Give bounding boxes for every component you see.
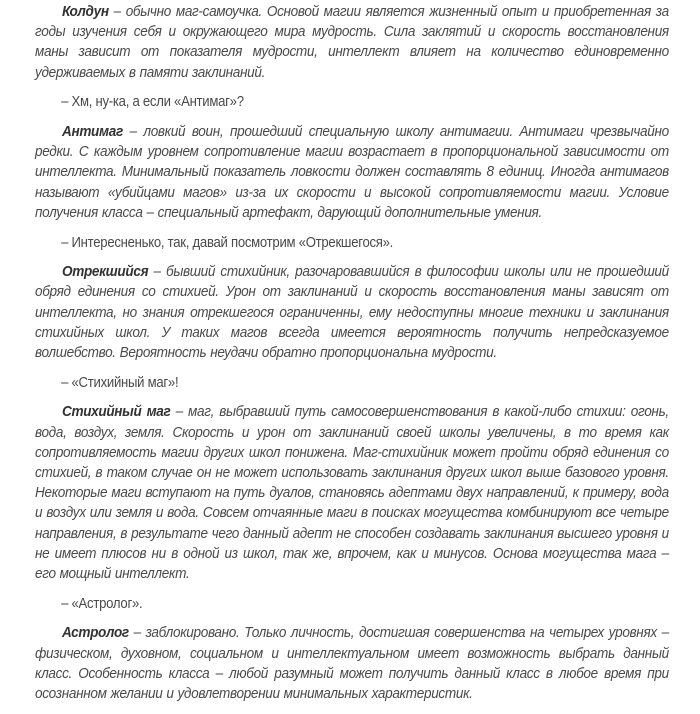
dialog-line: – «Астролог». — [61, 595, 143, 612]
class-description-text: – маг, выбравший путь самосовершенствования в какой-либо стихии: огонь, вода, воздух, земля. Скорость и урон от заклинаний своей школы увеличены, в то время как сопротивляемость магии других школ понижена. Маг-стихийник может пройти обряд единения со стихией, в таком случае он не может использовать заклинания других школ выше базового уровня. Некоторые маги вступают на путь дуалов, становясь адептами двух направлений, к примеру, вода и воздух или земля и вода. Совсем отчаянные маги в поисках могущества комбинируют все четыре направления, в результате чего данный адепт не способен создавать заклинания высшего уровня и не имеет плюсов ни в одной из школ, так же, впрочем, как и минусов. Основа могущества мага – его мощный интеллект. — [35, 404, 669, 583]
class-description-stikhiyny-mag — [35, 402, 669, 584]
class-term: Стихийный маг — [61, 404, 171, 421]
class-description-otrekshiysya — [35, 262, 669, 363]
class-description-antimag — [35, 122, 669, 223]
class-description-text: – обычно маг-самоучка. Основой магии является жизненный опыт и приобретенная за годы изучения себя и окружающего мира мудрость. Сила заклятий и скорость восстановления маны зависит от показателя мудрости, интеллект влияет на количество единовременно удерживаемых в памяти заклинаний. — [35, 4, 669, 81]
class-description-text: – ловкий воин, прошедший специальную школу антимагии. Антимаги чрезвычайно редки. С каждым уровнем сопротивление магии возрастает в пропорциональной зависимости от интеллекта. Минимальный показатель ловкости должен составлять 8 единиц. Иногда антимагов называют «убийцами магов» из-за их скорости и высокой сопротивляемости магии. Условие получения класса – специальный артефакт, дарующий дополнительные умения. — [35, 124, 669, 221]
class-term: Антимаг — [61, 124, 123, 141]
class-description-text: – заблокировано. Только личность, достигшая совершенства на четырех уровнях – физическом, духовном, социальном и интеллектуальном имеет возможность выбрать данный класс. Особенность класса – любой разумный может получить данный класс в любое время при осознанном желании и удовлетворении минимальных характеристик. — [35, 625, 669, 703]
class-description-astrolog — [35, 623, 669, 704]
class-term: Колдун — [61, 4, 109, 20]
dialog-line: – «Стихийный маг»! — [61, 374, 179, 391]
class-description-koldun — [35, 2, 669, 83]
dialog-line: – Хм, ну-ка, а если «Антимаг»? — [61, 94, 244, 111]
class-description-text: – бывший стихийник, разочаровавшийся в философии школы или не прошедший обряд единения со стихией. Урон от заклинаний и скорость восстановления маны зависят от интеллекта, но знания отрекшегося ограниченны, ему недоступны многие техники и заклинания стихийных школ. У таких магов всегда имеется вероятность получить непредсказуемое волшебство. Вероятность неудачи обратно пропорциональна мудрости. — [35, 264, 669, 362]
dialog-line: – Интересненько, так, давай посмотрим «Отрекшегося». — [61, 234, 394, 251]
class-term: Отрекшийся — [61, 264, 149, 281]
class-term: Астролог — [61, 625, 129, 642]
document-body — [35, 0, 669, 714]
